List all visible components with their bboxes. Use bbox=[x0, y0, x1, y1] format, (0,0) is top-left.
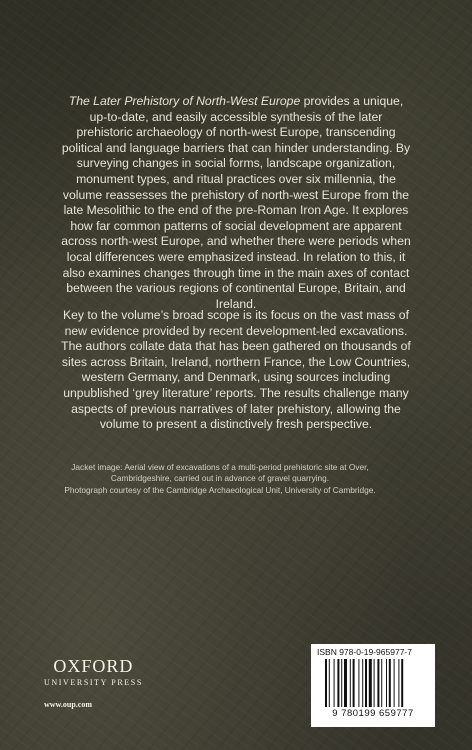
barcode-number: 9 780199 659777 bbox=[332, 708, 414, 719]
barcode-panel bbox=[311, 644, 435, 727]
publisher-logo bbox=[44, 657, 143, 687]
book-title-italic: The Later Prehistory of North-West Europe bbox=[68, 94, 301, 108]
jacket-credit-line-2: Photograph courtesy of the Cambridge Archaeological Unit, University of Cambridge. bbox=[64, 484, 376, 495]
jacket-credit bbox=[60, 462, 380, 496]
blurb-paragraph-2: Key to the volume’s broad scope is its focus on the vast mass of new evidence provided by recent development-led excavations. The authors collate data that has been gathered on thousands of sites across Britain, Ireland, northern France, the Low Countries, western Germany, and Denmark, using sources including unpublished ‘grey literature’ reports. The results challenge many aspects of previous narratives of later prehistory, allowing the volume to present a distinctively fresh perspective. bbox=[61, 308, 411, 432]
barcode-bars bbox=[325, 659, 421, 707]
jacket-credit-line-1: Jacket image: Aerial view of excavations of a multi-period prehistoric site at Over, Cambridgeshire, carried out in advance of gravel quarrying. bbox=[71, 462, 369, 484]
publisher-url: www.oup.com bbox=[44, 700, 93, 709]
isbn-label: ISBN 978-0-19-965977-7 bbox=[317, 647, 412, 657]
blurb-paragraph-1-text: provides a unique, up-to-date, and easily accessible synthesis of the later prehistoric archaeology of north-west Europe, transcending political and language barriers that can hinder understanding. By surveying changes in social forms, landscape organization, monument types, and ritual practices over six millennia, the volume reassesses the prehistory of north-west Europe from the late Mesolithic to the end of the pre-Roman Iron Age. It explores how far common patterns of social development are apparent across north-west Europe, and whether there were periods when local differences were emphasized instead. In relation to this, it also examines changes through time in the main axes of contact between the various regions of continental Europe, Britain, and Ireland. bbox=[61, 94, 411, 311]
publisher-name: OXFORD bbox=[53, 656, 134, 676]
blurb-paragraph-1 bbox=[60, 94, 412, 312]
publisher-subtitle: UNIVERSITY PRESS bbox=[44, 678, 143, 687]
